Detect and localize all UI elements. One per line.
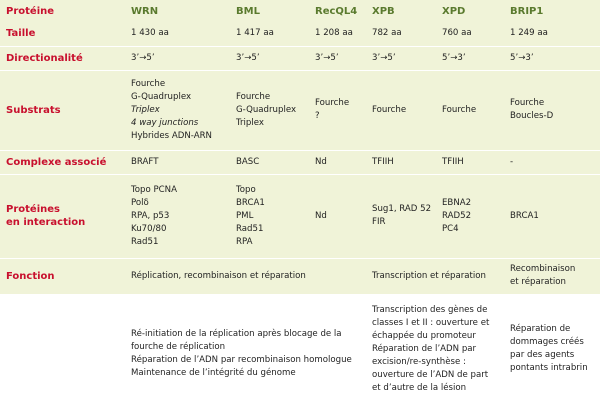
label-interaction bbox=[0, 174, 125, 258]
int-wrn-line: Ku70/80 bbox=[131, 223, 167, 234]
sub-bml-line: G-Quadruplex bbox=[236, 104, 297, 115]
details-wrn-line: Réparation de l’ADN par recombinaison homologue bbox=[131, 355, 352, 365]
sub-recql4-line: ? bbox=[315, 111, 320, 121]
header-bml: BML bbox=[230, 0, 309, 22]
sub-wrn-line: 4 way junctions bbox=[131, 117, 199, 128]
cell-sub-xpd bbox=[436, 70, 504, 150]
cell-sub-bml bbox=[230, 70, 309, 150]
row-directionalite bbox=[0, 46, 600, 70]
cell-taille-brip1: 1 249 aa bbox=[504, 22, 600, 46]
cell-cx-xpd: TFIIH bbox=[436, 150, 504, 174]
cell-dir-xpd: 5’→3’ bbox=[436, 46, 504, 70]
label-interaction-line1: Protéines bbox=[6, 204, 60, 215]
cell-taille-xpb: 782 aa bbox=[366, 22, 436, 46]
details-brip1-line: dommages créés bbox=[510, 337, 584, 347]
row-substrats bbox=[0, 70, 600, 150]
row-fonction bbox=[0, 258, 600, 294]
sub-brip1-line: Fourche bbox=[510, 98, 545, 108]
int-wrn-line: Polδ bbox=[131, 197, 149, 208]
header-recql4: RecQL4 bbox=[309, 0, 366, 22]
cell-details-wrn-bml-recql4 bbox=[125, 294, 366, 404]
cell-fonction-wrn-bml-recql4: Réplication, recombinaison et réparation bbox=[125, 258, 366, 294]
label-taille: Taille bbox=[0, 22, 125, 46]
int-xpd-line: EBNA2 bbox=[442, 197, 472, 208]
cell-details-brip1 bbox=[504, 294, 600, 404]
row-details bbox=[0, 294, 600, 404]
int-xpb-line: Sug1, RAD 52 bbox=[372, 204, 432, 214]
details-xpb-line: Réparation de l’ADN par bbox=[372, 343, 477, 354]
details-wrn-line: Maintenance de l’intégrité du génome bbox=[131, 368, 296, 378]
sub-brip1-line: Boucles-D bbox=[510, 111, 554, 121]
cell-cx-brip1: - bbox=[504, 150, 600, 174]
int-wrn-line: Topo PCNA bbox=[131, 184, 177, 195]
label-fonction: Fonction bbox=[0, 258, 125, 294]
label-complexe: Complexe associé bbox=[0, 150, 125, 174]
details-xpb-line: Transcription des gènes de bbox=[372, 304, 488, 315]
cell-dir-xpb: 3’→5’ bbox=[366, 46, 436, 70]
int-recql4-line: Nd bbox=[315, 210, 327, 221]
sub-wrn-line: G-Quadruplex bbox=[131, 91, 192, 102]
sub-wrn-line: Fourche bbox=[131, 78, 166, 89]
details-xpb-line: et d’autre de la lésion bbox=[372, 382, 467, 393]
cell-sub-wrn bbox=[125, 70, 230, 150]
sub-recql4-line: Fourche bbox=[315, 98, 350, 108]
sub-xpd-line: Fourche bbox=[442, 104, 477, 115]
header-wrn: WRN bbox=[125, 0, 230, 22]
details-brip1-line: pontants intrabrin bbox=[510, 363, 588, 373]
cell-taille-xpd: 760 aa bbox=[436, 22, 504, 46]
cell-details-xpb-xpd bbox=[366, 294, 504, 404]
header-brip1: BRIP1 bbox=[504, 0, 600, 22]
int-bml-line: RPA bbox=[236, 236, 253, 247]
int-xpd-line: PC4 bbox=[442, 223, 459, 234]
label-interaction-line2: en interaction bbox=[6, 217, 86, 228]
label-directionalite: Directionalité bbox=[0, 46, 125, 70]
int-bml-line: BRCA1 bbox=[236, 197, 265, 208]
details-xpb-line: ouverture de l’ADN de part bbox=[372, 369, 489, 380]
cell-sub-xpb bbox=[366, 70, 436, 150]
cell-cx-recql4: Nd bbox=[309, 150, 366, 174]
sub-bml-line: Triplex bbox=[236, 117, 264, 128]
cell-int-brip1 bbox=[504, 174, 600, 258]
cell-taille-recql4: 1 208 aa bbox=[309, 22, 366, 46]
details-brip1-line: par des agents bbox=[510, 350, 575, 360]
cell-sub-brip1 bbox=[504, 70, 600, 150]
sub-wrn-line: Hybrides ADN-ARN bbox=[131, 130, 212, 141]
int-bml-line: Topo bbox=[236, 184, 256, 195]
fonction-brip1-line: et réparation bbox=[510, 277, 567, 288]
row-interaction bbox=[0, 174, 600, 258]
header-xpb: XPB bbox=[366, 0, 436, 22]
cell-dir-wrn: 3’→5’ bbox=[125, 46, 230, 70]
fonction-brip1-line: Recombinaison bbox=[510, 264, 576, 275]
row-complexe bbox=[0, 150, 600, 174]
cell-fonction-xpb-xpd: Transcription et réparation bbox=[366, 258, 504, 294]
details-xpb-line: excision/re-synthèse : bbox=[372, 356, 466, 367]
cell-sub-recql4 bbox=[309, 70, 366, 150]
header-protein-label: Protéine bbox=[0, 0, 125, 22]
details-wrn-line: Ré-initiation de la réplication après blocage de la bbox=[131, 329, 342, 339]
int-brip1-line: BRCA1 bbox=[510, 210, 539, 221]
cell-fonction-brip1 bbox=[504, 258, 600, 294]
cell-taille-bml: 1 417 aa bbox=[230, 22, 309, 46]
cell-taille-wrn: 1 430 aa bbox=[125, 22, 230, 46]
details-brip1-line: Réparation de bbox=[510, 324, 571, 334]
cell-dir-bml: 3’→5’ bbox=[230, 46, 309, 70]
header-row bbox=[0, 0, 600, 22]
cell-dir-recql4: 3’→5’ bbox=[309, 46, 366, 70]
cell-int-bml bbox=[230, 174, 309, 258]
sub-xpb-line: Fourche bbox=[372, 104, 407, 115]
cell-int-wrn bbox=[125, 174, 230, 258]
cell-int-recql4 bbox=[309, 174, 366, 258]
cell-dir-brip1: 5’→3’ bbox=[504, 46, 600, 70]
sub-wrn-line: Triplex bbox=[131, 104, 160, 115]
cell-cx-xpb: TFIIH bbox=[366, 150, 436, 174]
int-xpd-line: RAD52 bbox=[442, 210, 472, 221]
cell-int-xpd bbox=[436, 174, 504, 258]
cell-cx-wrn: BRAFT bbox=[125, 150, 230, 174]
details-xpb-line: échappée du promoteur bbox=[372, 330, 476, 341]
cell-int-xpb bbox=[366, 174, 436, 258]
sub-bml-line: Fourche bbox=[236, 91, 271, 102]
int-bml-line: PML bbox=[236, 210, 254, 221]
row-taille bbox=[0, 22, 600, 46]
int-wrn-line: Rad51 bbox=[131, 236, 159, 247]
label-details-empty bbox=[0, 294, 125, 404]
int-wrn-line: RPA, p53 bbox=[131, 210, 170, 221]
header-xpd: XPD bbox=[436, 0, 504, 22]
cell-cx-bml: BASC bbox=[230, 150, 309, 174]
int-xpb-line: FIR bbox=[372, 217, 386, 227]
details-wrn-line: fourche de réplication bbox=[131, 342, 226, 352]
int-bml-line: Rad51 bbox=[236, 223, 264, 234]
details-xpb-line: classes I et II : ouverture et bbox=[372, 317, 490, 328]
label-substrats: Substrats bbox=[0, 70, 125, 150]
